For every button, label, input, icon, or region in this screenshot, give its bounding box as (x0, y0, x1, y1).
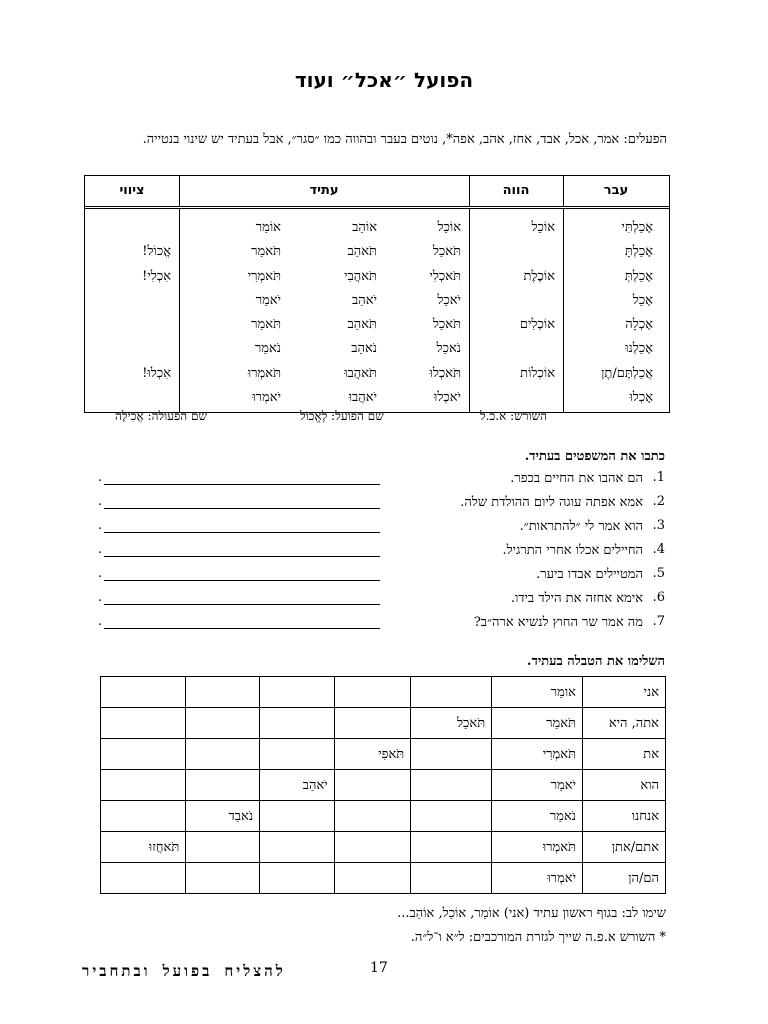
future-form: יֹאמְרוּ (252, 390, 281, 406)
table-row (101, 770, 666, 801)
present-column (477, 216, 555, 410)
exercise-item: 2. אמא אפתה עוגה ליום ההולדת שלה. . (98, 494, 665, 510)
past-form: אָכְלוּ (629, 390, 653, 406)
table-cell[interactable]: יֹאמַר (492, 770, 583, 801)
table-cell[interactable]: יֹאהַב (260, 770, 335, 801)
header-present: הווה (502, 183, 530, 198)
present-form: אוֹכְלִים (519, 317, 555, 333)
exercise-item: 6. אימא אחזה את הילד בידו. . (98, 590, 665, 606)
future-akhal-column (385, 216, 461, 410)
answer-line[interactable] (104, 580, 380, 581)
present-form (477, 337, 555, 361)
table-cell[interactable] (260, 863, 335, 894)
item-text: הם אהבו את החיים בכפר. (510, 471, 643, 486)
table-cell[interactable]: תֹּאמַר (492, 708, 583, 739)
future-form: נֹאכַל (436, 341, 461, 357)
table-cell[interactable] (101, 677, 186, 708)
table-cell[interactable] (334, 832, 411, 863)
imperative-form: אִכְלוּ! (142, 365, 171, 381)
table-row (101, 801, 666, 832)
table-cell[interactable]: תֹּאמְרוּ (492, 832, 583, 863)
intro-text: הפעלים: אמר, אכל, אבד, אחז, אהב, אפה*, נוטים בעבר ובהווה כמו ״סגר״, אבל בעתיד יש שינוי בנטייה. (142, 132, 667, 147)
future-form: יֹאכַל (437, 292, 461, 308)
imperative-form (105, 216, 171, 240)
table-cell[interactable] (334, 708, 411, 739)
infinitive-label: שם הפועל: לֶאֱכוֹל (300, 409, 384, 423)
table-cell[interactable] (411, 801, 492, 832)
future-form: יֹאמַר (255, 292, 281, 308)
table-cell[interactable]: תֹּאפִי (334, 739, 411, 770)
future-form: תֹּאהֲבוּ (344, 365, 377, 381)
table-cell[interactable] (101, 801, 186, 832)
exercise-item: 3. הוא אמר לי ״להתראות״. . (98, 518, 665, 534)
table-cell[interactable] (186, 863, 260, 894)
exercise-item: 4. החיילים אכלו אחרי התרגיל. . (98, 542, 665, 558)
table-cell[interactable]: אומַר (492, 677, 583, 708)
present-form (477, 289, 555, 313)
page-title: הפועל ״אכל״ ועוד (294, 68, 474, 92)
pronoun-cell: אתה, היא (583, 708, 666, 739)
future-form: יֹאכְלוּ (434, 390, 461, 406)
table-row (101, 739, 666, 770)
pronoun-cell: הוא (583, 770, 666, 801)
future-amar-column (193, 216, 281, 410)
fill-table (100, 676, 666, 894)
item-number: 2. (652, 494, 665, 509)
table-cell[interactable] (101, 739, 186, 770)
book-title-footer: להצליח בפועל ובתחביר (82, 962, 286, 980)
present-form (477, 386, 555, 410)
table-cell[interactable] (260, 677, 335, 708)
conjugation-table (84, 175, 670, 413)
future-form: תֹּאמַר (251, 317, 281, 333)
pronoun-cell: אנחנו (583, 801, 666, 832)
past-form: אָכַלְתִּי (621, 220, 653, 235)
attention-note: שימו לב: בגוף ראשון עתיד (אני) אוֹמַר, אוֹכַל, אוֹהַב... (397, 906, 666, 921)
present-form: אוֹכֶלֶת (523, 268, 555, 284)
imperative-form (105, 313, 171, 337)
future-form: נֹאמַר (254, 341, 281, 357)
imperative-column (105, 216, 171, 410)
item-number: 7. (652, 614, 665, 629)
table-cell[interactable] (411, 770, 492, 801)
item-text: אימא אחזה את הילד בידו. (510, 591, 643, 606)
future-form: תֹּאכַל (432, 317, 461, 333)
past-form: אָכְלָה (625, 317, 653, 333)
past-form: אָכַלְתָּ (624, 244, 653, 260)
future-form: תֹּאכַל (432, 244, 461, 260)
answer-line[interactable] (104, 556, 380, 557)
table-cell[interactable] (260, 708, 335, 739)
past-column (563, 216, 653, 410)
action-noun-label: שם הפעולה: אֲכִילָה (115, 409, 207, 423)
pronoun-cell: אני (583, 677, 666, 708)
item-text: אמא אפתה עוגה ליום ההולדת שלה. (460, 495, 643, 510)
exercise1-instruction: כתבו את המשפטים בעתיד. (524, 449, 665, 464)
answer-line[interactable] (104, 628, 380, 629)
table-cell[interactable]: נֹאמַר (492, 801, 583, 832)
item-number: 5. (652, 566, 665, 581)
pronoun-cell: הם/הן (583, 863, 666, 894)
future-form: תֹּאמְרוּ (247, 365, 281, 381)
future-form: תֹּאהַב (347, 244, 377, 260)
footnote: * השורש א.פ.ה שייך לגזרת המורכבים: ל״א ו־ל״ה. (410, 930, 666, 945)
table-cell[interactable] (411, 863, 492, 894)
table-cell[interactable]: יֹאמְרוּ (492, 863, 583, 894)
header-imperative: ציווי (119, 183, 145, 198)
table-cell[interactable] (334, 677, 411, 708)
future-form: אוֹהַב (352, 220, 377, 235)
answer-line[interactable] (104, 484, 380, 485)
imperative-form (105, 289, 171, 313)
table-cell[interactable] (411, 739, 492, 770)
item-text: מה אמר שר החוץ לנשיא ארה״ב? (473, 615, 643, 630)
table-cell[interactable]: נֹאבַד (186, 801, 260, 832)
imperative-form (105, 386, 171, 410)
table-cell[interactable] (260, 801, 335, 832)
table-cell[interactable] (101, 708, 186, 739)
table-cell[interactable]: תֹּאמְרִי (492, 739, 583, 770)
table-cell[interactable] (260, 832, 335, 863)
item-text: הוא אמר לי ״להתראות״. (519, 519, 643, 534)
header-future: עתיד (309, 183, 339, 198)
root-label: השורש: א.כ.ל (480, 409, 548, 423)
exercise-item: 7. מה אמר שר החוץ לנשיא ארה״ב? . (98, 614, 665, 630)
table-cell[interactable] (186, 708, 260, 739)
future-form: תֹּאמַר (251, 244, 281, 260)
table-cell[interactable] (334, 801, 411, 832)
exercise-item: 5. המטיילים אבדו ביער. . (98, 566, 665, 582)
item-number: 3. (652, 518, 665, 533)
present-form: אוֹכֵל (531, 220, 555, 235)
answer-line[interactable] (104, 508, 380, 509)
header-past: עבר (603, 183, 629, 198)
imperative-form: אֱכוֹל! (142, 244, 171, 260)
table-cell[interactable] (186, 677, 260, 708)
future-form: תֹּאכְלִי (429, 268, 461, 284)
table-row (101, 863, 666, 894)
item-number: 6. (652, 590, 665, 605)
future-form: תֹּאמְרִי (247, 268, 281, 284)
table-cell[interactable] (186, 832, 260, 863)
item-text: המטיילים אבדו ביער. (536, 567, 643, 582)
future-form: אוֹמַר (255, 220, 281, 235)
answer-line[interactable] (104, 532, 380, 533)
future-ahav-column (289, 216, 377, 410)
exercise2-instruction: השלימו את הטבלה בעתיד. (527, 654, 665, 669)
past-form: אָכַל (632, 292, 653, 308)
past-form: אָכַלְתְּ (624, 268, 653, 284)
future-form: נֹאהַב (351, 341, 377, 357)
table-cell[interactable] (260, 739, 335, 770)
item-number: 4. (652, 542, 665, 557)
table-row (101, 708, 666, 739)
future-form: יֹאהַב (352, 292, 377, 308)
pronoun-cell: אתם/אתן (583, 832, 666, 863)
future-form: תֹּאהַב (347, 317, 377, 333)
page-number: 17 (370, 960, 388, 976)
future-form: יֹאהֲבוּ (348, 390, 377, 406)
table-cell[interactable]: תֹּאכַל (411, 708, 492, 739)
table-cell[interactable] (101, 863, 186, 894)
table-row (101, 677, 666, 708)
past-form: אֲכַלְתֶּם/תֶן (601, 365, 653, 381)
answer-line[interactable] (104, 604, 380, 605)
exercise-item: 1. הם אהבו את החיים בכפר. . (98, 470, 665, 486)
item-text: החיילים אכלו אחרי התרגיל. (502, 543, 643, 558)
present-form (477, 240, 555, 264)
table-cell[interactable] (186, 739, 260, 770)
table-cell[interactable] (411, 677, 492, 708)
table-cell[interactable]: תֹּאחֲזוּ (101, 832, 186, 863)
past-form: אָכַלְנוּ (625, 341, 653, 357)
table-cell[interactable] (101, 770, 186, 801)
imperative-form: אִכְלִי! (142, 268, 171, 284)
table-row (101, 832, 666, 863)
present-form: אוֹכְלוֹת (520, 365, 555, 381)
future-form: אוֹכַל (437, 220, 461, 235)
future-form: תֹּאהֲבִי (344, 268, 377, 284)
item-number: 1. (652, 470, 665, 485)
table-cell[interactable] (186, 770, 260, 801)
table-cell[interactable] (411, 832, 492, 863)
pronoun-cell: את (583, 739, 666, 770)
table-cell[interactable] (334, 863, 411, 894)
future-form: תֹּאכְלוּ (429, 365, 461, 381)
imperative-form (105, 337, 171, 361)
table-cell[interactable] (334, 770, 411, 801)
